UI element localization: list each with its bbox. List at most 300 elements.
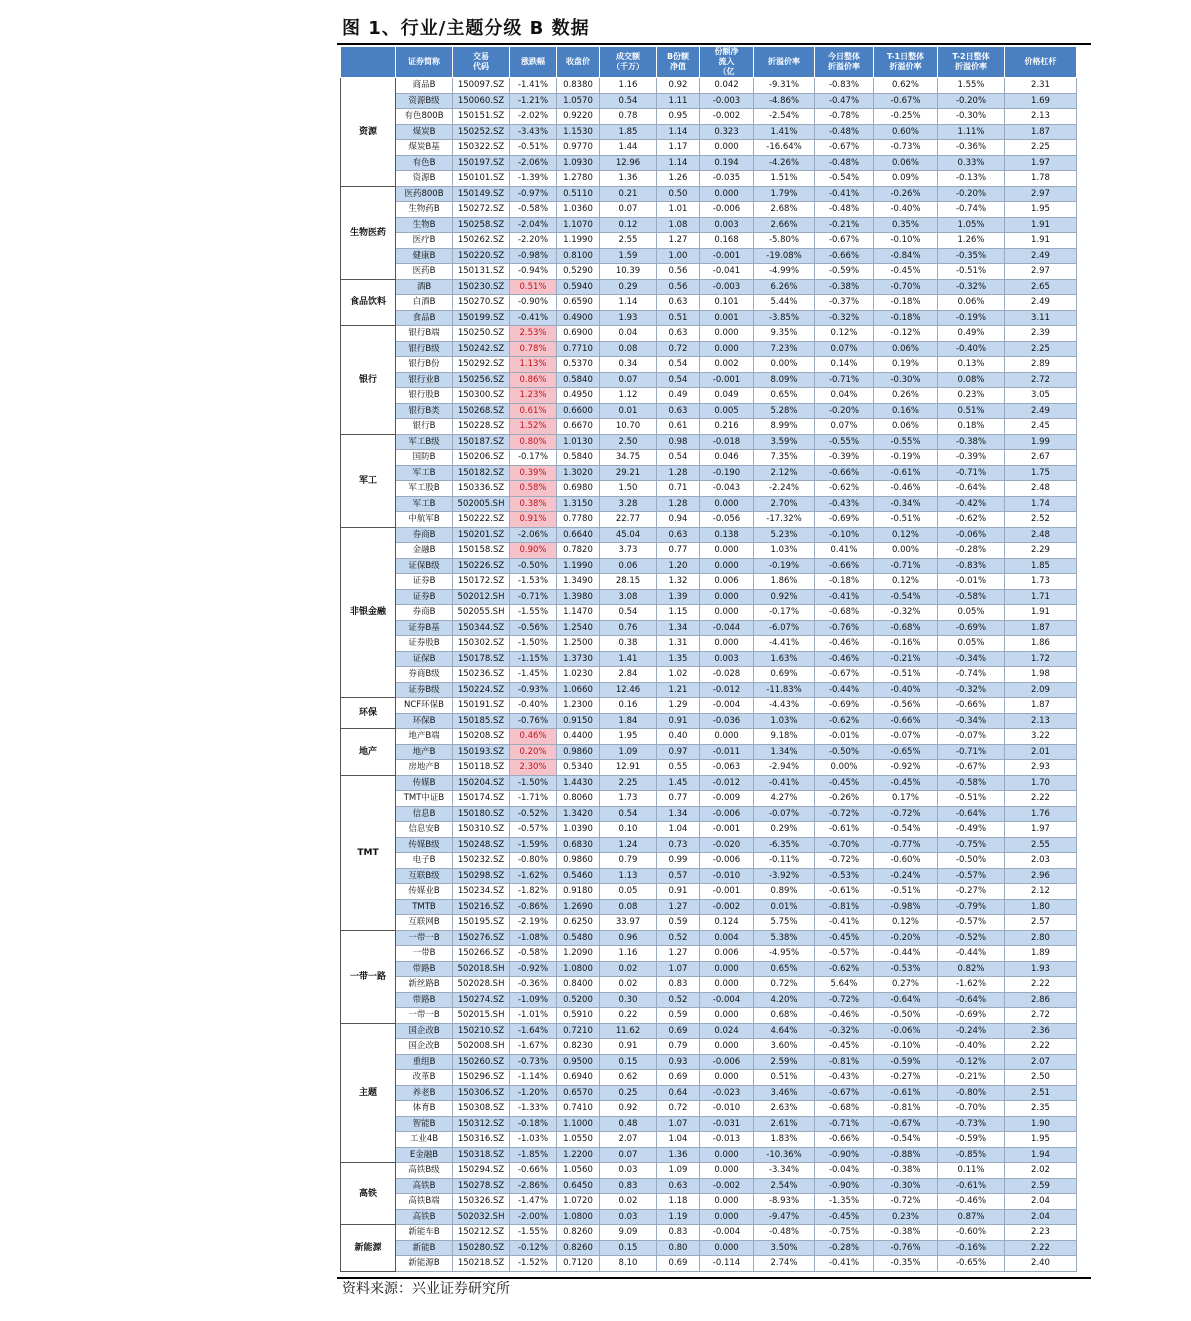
table-cell: 0.01 <box>600 403 657 419</box>
table-cell: 0.5940 <box>557 279 600 295</box>
table-cell: 1.04 <box>657 1132 700 1148</box>
table-cell: 2.93 <box>1005 760 1077 776</box>
table-cell: 0.29% <box>754 822 815 838</box>
table-cell: 0.042 <box>700 78 754 94</box>
table-cell: 150260.SZ <box>453 1054 510 1070</box>
table-cell: -0.28% <box>815 1240 874 1256</box>
table-cell: 1.89 <box>1005 946 1077 962</box>
table-cell: -4.26% <box>754 155 815 171</box>
table-cell: 0.90% <box>510 543 557 559</box>
table-row <box>341 527 1077 543</box>
table-cell: 0.7820 <box>557 543 600 559</box>
table-cell: 150272.SZ <box>453 202 510 218</box>
table-cell: -0.71% <box>815 372 874 388</box>
table-cell: 9.18% <box>754 729 815 745</box>
table-cell: -0.012 <box>700 682 754 698</box>
table-cell: 0.91 <box>657 713 700 729</box>
table-row <box>341 822 1077 838</box>
table-cell: 1.63% <box>754 651 815 667</box>
table-row <box>341 248 1077 264</box>
table-cell: -0.21% <box>938 1070 1005 1086</box>
table-cell: 0.72 <box>657 341 700 357</box>
table-cell: 1.74 <box>1005 496 1077 512</box>
table-row <box>341 1240 1077 1256</box>
table-cell: 2.23 <box>1005 1225 1077 1241</box>
table-cell: 150182.SZ <box>453 465 510 481</box>
table-cell: 150302.SZ <box>453 636 510 652</box>
table-cell: -0.64% <box>938 806 1005 822</box>
table-cell: -0.94% <box>510 264 557 280</box>
table-cell: 0.046 <box>700 450 754 466</box>
table-cell: -0.65% <box>874 744 938 760</box>
table-cell: -0.18% <box>815 574 874 590</box>
table-cell: 一带B <box>396 946 453 962</box>
table-cell: 新能源B <box>396 1256 453 1272</box>
table-cell: -0.65% <box>938 1256 1005 1272</box>
table-cell: 0.03 <box>600 1163 657 1179</box>
table-cell: -0.66% <box>815 558 874 574</box>
table-cell: -0.61% <box>815 822 874 838</box>
table-cell: 0.30 <box>600 992 657 1008</box>
table-cell: 1.24 <box>600 837 657 853</box>
table-cell: -0.48% <box>815 202 874 218</box>
table-cell: -4.95% <box>754 946 815 962</box>
table-row <box>341 496 1077 512</box>
table-cell: -0.38% <box>938 434 1005 450</box>
table-cell: -0.61% <box>874 465 938 481</box>
table-cell: 2.01 <box>1005 744 1077 760</box>
table-row <box>341 155 1077 171</box>
table-cell: 0.93 <box>657 1054 700 1070</box>
table-cell: 150118.SZ <box>453 760 510 776</box>
table-cell: 1.95 <box>1005 1132 1077 1148</box>
table-cell: -1.64% <box>510 1023 557 1039</box>
table-cell: -0.73% <box>510 1054 557 1070</box>
table-cell: -0.32% <box>938 279 1005 295</box>
table-row <box>341 682 1077 698</box>
table-row <box>341 1209 1077 1225</box>
table-cell: 0.9770 <box>557 140 600 156</box>
category-cell: TMT <box>341 775 396 930</box>
table-cell: 0.71 <box>657 481 700 497</box>
table-cell: 0.79 <box>657 1039 700 1055</box>
table-cell: -1.62% <box>510 868 557 884</box>
table-cell: 3.08 <box>600 589 657 605</box>
table-cell: 2.52 <box>1005 512 1077 528</box>
table-cell: 有色B <box>396 155 453 171</box>
table-cell: 0.000 <box>700 636 754 652</box>
table-cell: -0.48% <box>815 124 874 140</box>
table-cell: -0.36% <box>938 140 1005 156</box>
table-cell: -0.67% <box>815 1085 874 1101</box>
table-cell: -0.51% <box>510 140 557 156</box>
table-cell: 150300.SZ <box>453 388 510 404</box>
table-row <box>341 264 1077 280</box>
table-cell: 1.55% <box>938 78 1005 94</box>
table-cell: 1.09 <box>600 744 657 760</box>
table-cell: 150268.SZ <box>453 403 510 419</box>
table-row <box>341 1225 1077 1241</box>
table-cell: 0.12 <box>600 217 657 233</box>
table-cell: 8.10 <box>600 1256 657 1272</box>
table-cell: 改革B <box>396 1070 453 1086</box>
table-cell: 6.26% <box>754 279 815 295</box>
table-cell: 0.024 <box>700 1023 754 1039</box>
table-cell: 房地产B <box>396 760 453 776</box>
table-cell: -0.41% <box>815 915 874 931</box>
table-cell: 150178.SZ <box>453 651 510 667</box>
table-cell: 工业4B <box>396 1132 453 1148</box>
table-cell: -0.38% <box>874 1163 938 1179</box>
table-cell: 0.004 <box>700 930 754 946</box>
table-cell: 0.35% <box>874 217 938 233</box>
table-cell: -0.056 <box>700 512 754 528</box>
column-header: B份额 净值 <box>657 47 700 78</box>
table-cell: 150199.SZ <box>453 310 510 326</box>
table-cell: 1.75 <box>1005 465 1077 481</box>
table-cell: 0.6830 <box>557 837 600 853</box>
table-cell: -1.85% <box>510 1147 557 1163</box>
table-cell: 资源B级 <box>396 93 453 109</box>
table-cell: -0.041 <box>700 264 754 280</box>
table-cell: -1.41% <box>510 78 557 94</box>
table-cell: -0.16% <box>938 1240 1005 1256</box>
table-cell: 1.3420 <box>557 806 600 822</box>
table-row <box>341 961 1077 977</box>
table-cell: 0.96 <box>600 930 657 946</box>
table-cell: 1.52% <box>510 419 557 435</box>
table-cell: 1.87 <box>1005 124 1077 140</box>
table-cell: -0.45% <box>815 930 874 946</box>
table-cell: 502055.SH <box>453 605 510 621</box>
table-row <box>341 868 1077 884</box>
table-cell: 2.86 <box>1005 992 1077 1008</box>
table-cell: 0.002 <box>700 357 754 373</box>
table-cell: -4.43% <box>754 698 815 714</box>
table-cell: 1.14 <box>657 124 700 140</box>
table-cell: 0.72% <box>754 977 815 993</box>
table-cell: -0.88% <box>874 1147 938 1163</box>
table-cell: -1.71% <box>510 791 557 807</box>
table-cell: -0.035 <box>700 171 754 187</box>
table-cell: 0.7410 <box>557 1101 600 1117</box>
table-cell: 0.216 <box>700 419 754 435</box>
table-cell: 一带一B <box>396 930 453 946</box>
table-cell: 0.02 <box>600 1194 657 1210</box>
table-cell: 0.27% <box>874 977 938 993</box>
table-cell: -0.73% <box>938 1116 1005 1132</box>
table-row <box>341 279 1077 295</box>
table-cell: -0.004 <box>700 992 754 1008</box>
table-cell: -0.75% <box>815 1225 874 1241</box>
column-header: 折溢价率 <box>754 47 815 78</box>
column-header: 交易 代码 <box>453 47 510 78</box>
category-cell: 新能源 <box>341 1225 396 1272</box>
table-cell: 2.13 <box>1005 109 1077 125</box>
table-cell: 1.0570 <box>557 93 600 109</box>
table-cell: 0.000 <box>700 543 754 559</box>
table-cell: -0.40% <box>874 202 938 218</box>
table-cell: 2.03 <box>1005 853 1077 869</box>
table-cell: 1.2690 <box>557 899 600 915</box>
table-cell: 0.69 <box>657 1070 700 1086</box>
table-cell: -4.99% <box>754 264 815 280</box>
table-cell: -0.61% <box>938 1178 1005 1194</box>
table-cell: -0.063 <box>700 760 754 776</box>
table-cell: 1.23% <box>510 388 557 404</box>
table-cell: 1.0230 <box>557 667 600 683</box>
table-cell: -0.51% <box>874 667 938 683</box>
table-cell: 502005.SH <box>453 496 510 512</box>
table-cell: 1.13 <box>600 868 657 884</box>
table-row <box>341 589 1077 605</box>
table-cell: 1.97 <box>1005 822 1077 838</box>
table-cell: -0.001 <box>700 884 754 900</box>
table-cell: 银行股B <box>396 388 453 404</box>
table-cell: 1.85 <box>1005 558 1077 574</box>
table-cell: -0.43% <box>815 496 874 512</box>
table-cell: 1.91 <box>1005 233 1077 249</box>
table-cell: 0.6900 <box>557 326 600 342</box>
table-cell: 地产B <box>396 744 453 760</box>
table-cell: 0.98 <box>657 434 700 450</box>
table-cell: 1.1470 <box>557 605 600 621</box>
table-cell: -0.020 <box>700 837 754 853</box>
table-cell: 0.4900 <box>557 310 600 326</box>
table-cell: 0.06 <box>600 558 657 574</box>
table-cell: -0.46% <box>815 651 874 667</box>
table-cell: 0.72 <box>657 1101 700 1117</box>
table-cell: -0.018 <box>700 434 754 450</box>
table-cell: -0.85% <box>938 1147 1005 1163</box>
table-cell: 150230.SZ <box>453 279 510 295</box>
table-cell: 1.41 <box>600 651 657 667</box>
table-cell: 150216.SZ <box>453 899 510 915</box>
table-cell: 0.69 <box>657 1023 700 1039</box>
table-cell: 4.20% <box>754 992 815 1008</box>
table-cell: 银行B份 <box>396 357 453 373</box>
table-cell: 12.46 <box>600 682 657 698</box>
table-cell: -0.70% <box>874 279 938 295</box>
category-cell: 主题 <box>341 1023 396 1163</box>
table-cell: 0.79 <box>600 853 657 869</box>
table-cell: -0.54% <box>874 589 938 605</box>
table-cell: 0.01% <box>754 899 815 915</box>
table-cell: 酒B <box>396 279 453 295</box>
table-cell: 银行B类 <box>396 403 453 419</box>
table-cell: -8.93% <box>754 1194 815 1210</box>
table-cell: NCF环保B <box>396 698 453 714</box>
table-cell: 0.6670 <box>557 419 600 435</box>
table-cell: -0.26% <box>874 186 938 202</box>
table-cell: 1.31 <box>657 636 700 652</box>
table-cell: -0.003 <box>700 279 754 295</box>
table-row <box>341 543 1077 559</box>
table-cell: 智能B <box>396 1116 453 1132</box>
table-cell: -1.59% <box>510 837 557 853</box>
table-cell: 2.48 <box>1005 481 1077 497</box>
table-cell: 2.25 <box>600 775 657 791</box>
table-cell: -17.32% <box>754 512 815 528</box>
table-header-row <box>341 47 1077 78</box>
table-cell: 502028.SH <box>453 977 510 993</box>
table-cell: 券商B <box>396 527 453 543</box>
table-cell: 0.59 <box>657 915 700 931</box>
table-cell: -0.92% <box>510 961 557 977</box>
table-cell: 1.03% <box>754 713 815 729</box>
table-cell: 军工B <box>396 465 453 481</box>
table-cell: -0.62% <box>815 713 874 729</box>
table-cell: 0.61 <box>657 419 700 435</box>
table-cell: -0.21% <box>815 217 874 233</box>
table-cell: 0.82% <box>938 961 1005 977</box>
table-row <box>341 372 1077 388</box>
table-cell: 0.52 <box>657 992 700 1008</box>
table-row <box>341 1101 1077 1117</box>
table-cell: 0.58% <box>510 481 557 497</box>
table-cell: 150220.SZ <box>453 248 510 264</box>
table-cell: -1.47% <box>510 1194 557 1210</box>
table-cell: -0.56% <box>874 698 938 714</box>
table-cell: 150322.SZ <box>453 140 510 156</box>
table-cell: 0.62% <box>874 78 938 94</box>
table-cell: -0.98% <box>874 899 938 915</box>
table-row <box>341 217 1077 233</box>
table-cell: 0.19% <box>874 357 938 373</box>
table-cell: 2.50 <box>600 434 657 450</box>
table-cell: 0.69 <box>657 1256 700 1272</box>
table-cell: 0.03 <box>600 1209 657 1225</box>
table-cell: 0.09% <box>874 171 938 187</box>
table-cell: -0.41% <box>510 310 557 326</box>
table-cell: 0.92 <box>600 1101 657 1117</box>
column-header: 成交额 （千万） <box>600 47 657 78</box>
table-cell: 1.28 <box>657 465 700 481</box>
table-row <box>341 1132 1077 1148</box>
table-cell: -0.71% <box>815 1116 874 1132</box>
table-cell: -2.24% <box>754 481 815 497</box>
table-cell: 0.57 <box>657 868 700 884</box>
table-cell: 2.96 <box>1005 868 1077 884</box>
table-cell: -0.04% <box>815 1163 874 1179</box>
table-cell: 2.30% <box>510 760 557 776</box>
table-cell: -0.001 <box>700 372 754 388</box>
table-cell: 150236.SZ <box>453 667 510 683</box>
table-cell: -0.71% <box>874 558 938 574</box>
table-cell: -0.68% <box>815 605 874 621</box>
table-cell: -0.031 <box>700 1116 754 1132</box>
table-cell: -0.66% <box>874 713 938 729</box>
table-row <box>341 884 1077 900</box>
table-row <box>341 202 1077 218</box>
table-cell: -0.68% <box>874 620 938 636</box>
table-cell: -0.73% <box>874 140 938 156</box>
table-cell: 新能车B <box>396 1225 453 1241</box>
table-cell: 地产B端 <box>396 729 453 745</box>
column-header: 涨跌幅 <box>510 47 557 78</box>
table-cell: -0.64% <box>938 481 1005 497</box>
table-cell: 1.93 <box>1005 961 1077 977</box>
table-cell: -0.59% <box>815 264 874 280</box>
table-row <box>341 729 1077 745</box>
table-cell: 0.000 <box>700 1194 754 1210</box>
table-cell: 0.02 <box>600 961 657 977</box>
table-row <box>341 775 1077 791</box>
table-cell: 1.08 <box>657 217 700 233</box>
table-cell: -2.94% <box>754 760 815 776</box>
table-cell: 1.95 <box>600 729 657 745</box>
table-cell: 0.005 <box>700 403 754 419</box>
table-cell: -0.41% <box>815 186 874 202</box>
table-cell: -0.98% <box>510 248 557 264</box>
table-cell: 0.63 <box>657 403 700 419</box>
table-cell: -0.45% <box>815 775 874 791</box>
table-cell: 0.000 <box>700 589 754 605</box>
table-cell: 证保B级 <box>396 558 453 574</box>
table-cell: 0.138 <box>700 527 754 543</box>
table-cell: -1.53% <box>510 574 557 590</box>
table-cell: 0.05% <box>938 636 1005 652</box>
table-row <box>341 791 1077 807</box>
table-cell: 1.2780 <box>557 171 600 187</box>
table-cell: -0.52% <box>510 806 557 822</box>
table-row <box>341 341 1077 357</box>
table-cell: 1.0130 <box>557 434 600 450</box>
table-cell: 11.62 <box>600 1023 657 1039</box>
table-row <box>341 744 1077 760</box>
table-cell: -0.45% <box>815 1209 874 1225</box>
table-cell: 1.50 <box>600 481 657 497</box>
table-cell: 0.000 <box>700 558 754 574</box>
table-cell: 0.95 <box>657 109 700 125</box>
table-cell: 5.64% <box>815 977 874 993</box>
table-cell: -0.18% <box>510 1116 557 1132</box>
table-cell: -0.20% <box>938 93 1005 109</box>
table-cell: 2.36 <box>1005 1023 1077 1039</box>
table-cell: 1.59 <box>600 248 657 264</box>
table-cell: 0.000 <box>700 140 754 156</box>
table-cell: 1.45 <box>657 775 700 791</box>
table-row <box>341 1054 1077 1070</box>
table-cell: 1.51% <box>754 171 815 187</box>
table-cell: 0.000 <box>700 496 754 512</box>
table-cell: 0.6590 <box>557 295 600 311</box>
table-row <box>341 450 1077 466</box>
table-cell: 2.25 <box>1005 140 1077 156</box>
table-cell: 军工股B <box>396 481 453 497</box>
table-cell: 1.35 <box>657 651 700 667</box>
table-cell: 150218.SZ <box>453 1256 510 1272</box>
table-cell: 0.06% <box>874 419 938 435</box>
table-cell: 150060.SZ <box>453 93 510 109</box>
table-cell: -2.04% <box>510 217 557 233</box>
table-cell: -0.44% <box>815 682 874 698</box>
table-cell: 150206.SZ <box>453 450 510 466</box>
table-cell: 0.14% <box>815 357 874 373</box>
table-cell: -0.52% <box>938 930 1005 946</box>
table-cell: 0.000 <box>700 1008 754 1024</box>
table-cell: 3.59% <box>754 434 815 450</box>
table-row <box>341 419 1077 435</box>
table-cell: 0.9500 <box>557 1054 600 1070</box>
table-cell: -0.27% <box>874 1070 938 1086</box>
table-cell: 1.69 <box>1005 93 1077 109</box>
table-cell: 1.84 <box>600 713 657 729</box>
table-cell: 0.124 <box>700 915 754 931</box>
table-cell: -1.39% <box>510 171 557 187</box>
table-cell: 1.4430 <box>557 775 600 791</box>
table-cell: -0.06% <box>938 527 1005 543</box>
